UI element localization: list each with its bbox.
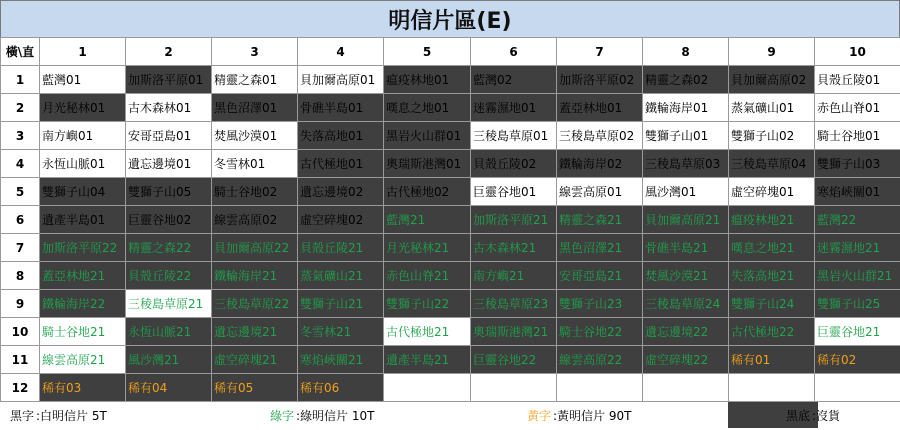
postcard-name: 骨礁半島01 — [300, 101, 364, 115]
postcard-name: 貝加爾高原02 — [731, 73, 807, 87]
postcard-name: 安哥亞島01 — [128, 129, 192, 143]
row-header: 12 — [1, 374, 40, 402]
postcard-cell — [298, 150, 384, 178]
postcard-name: 鐵輪海岸21 — [214, 269, 278, 283]
row-header: 1 — [1, 66, 40, 94]
postcard-cell — [212, 178, 298, 206]
postcard-name: 線雲高原22 — [559, 353, 623, 367]
postcard-cell — [212, 122, 298, 150]
table-row — [1, 178, 900, 206]
table-row — [1, 374, 900, 402]
postcard-cell — [126, 290, 212, 318]
postcard-name: 線雲高原02 — [214, 213, 278, 227]
postcard-cell — [815, 374, 900, 402]
postcard-name: 遺產半島21 — [386, 353, 450, 367]
postcard-name: 三稜島草原22 — [214, 297, 290, 311]
row-header: 7 — [1, 234, 40, 262]
postcard-name: 永恆山脈21 — [128, 325, 192, 339]
postcard-name: 古木森林01 — [128, 101, 192, 115]
table-row — [1, 66, 900, 94]
postcard-cell — [729, 178, 815, 206]
postcard-cell — [40, 318, 126, 346]
postcard-cell — [471, 178, 557, 206]
postcard-cell — [557, 94, 643, 122]
postcard-name: 鐵輪海岸01 — [645, 101, 709, 115]
postcard-cell — [212, 234, 298, 262]
column-header: 7 — [557, 38, 643, 66]
postcard-name: 貝殼丘陵02 — [473, 157, 537, 171]
postcard-name: 風沙灣21 — [128, 353, 180, 367]
table-row — [1, 150, 900, 178]
postcard-name: 遺產半島01 — [42, 213, 106, 227]
postcard-cell — [815, 178, 900, 206]
postcard-name: 遺忘邊境22 — [645, 325, 709, 339]
legend — [0, 400, 900, 430]
postcard-name: 遺忘邊境01 — [128, 157, 192, 171]
postcard-cell — [384, 150, 471, 178]
postcard-name: 焚風沙漠21 — [645, 269, 709, 283]
postcard-cell — [471, 262, 557, 290]
row-header: 4 — [1, 150, 40, 178]
postcard-cell — [298, 122, 384, 150]
postcard-name: 精靈之森21 — [559, 213, 623, 227]
postcard-name: 古代極地21 — [386, 325, 450, 339]
postcard-cell — [729, 234, 815, 262]
postcard-cell — [126, 94, 212, 122]
legend-yellow — [527, 400, 631, 430]
postcard-name: 遺忘邊境02 — [300, 185, 364, 199]
row-header: 3 — [1, 122, 40, 150]
postcard-name: 巨靈谷地22 — [473, 353, 537, 367]
postcard-cell — [298, 262, 384, 290]
row-header: 8 — [1, 262, 40, 290]
legend-dark — [786, 400, 840, 430]
postcard-name: 骨礁半島21 — [645, 241, 709, 255]
sheet-title: 明信片區(E) — [0, 0, 900, 38]
postcard-cell — [40, 374, 126, 402]
postcard-cell — [557, 318, 643, 346]
postcard-cell — [471, 234, 557, 262]
postcard-cell — [212, 150, 298, 178]
postcard-cell — [815, 318, 900, 346]
postcard-name: 古代極地22 — [731, 325, 795, 339]
postcard-name: 安哥亞島21 — [559, 269, 623, 283]
corner-header: 橫\直 — [1, 38, 40, 66]
postcard-name: 雙獅子山23 — [559, 297, 623, 311]
postcard-cell — [643, 290, 729, 318]
postcard-name: 奧瑞斯港灣21 — [473, 325, 549, 339]
postcard-cell — [643, 94, 729, 122]
postcard-name: 三稜島草原01 — [473, 129, 549, 143]
postcard-name: 藍灣01 — [42, 73, 82, 87]
postcard-cell — [126, 374, 212, 402]
table-row — [1, 94, 900, 122]
postcard-cell — [126, 150, 212, 178]
postcard-cell — [471, 66, 557, 94]
row-header: 6 — [1, 206, 40, 234]
postcard-name: 騎士谷地02 — [214, 185, 278, 199]
row-header: 5 — [1, 178, 40, 206]
postcard-cell — [212, 290, 298, 318]
postcard-cell — [471, 290, 557, 318]
postcard-name: 寒焰峽關01 — [817, 185, 881, 199]
postcard-name: 嘆息之地21 — [731, 241, 795, 255]
postcard-name: 雙獅子山01 — [645, 129, 709, 143]
postcard-name: 騎士谷地22 — [559, 325, 623, 339]
postcard-name: 永恆山脈01 — [42, 157, 106, 171]
postcard-cell — [471, 374, 557, 402]
postcard-name: 巨靈谷地02 — [128, 213, 192, 227]
header-row — [1, 38, 900, 66]
postcard-cell — [815, 122, 900, 150]
postcard-cell — [126, 318, 212, 346]
postcard-cell — [40, 206, 126, 234]
postcard-cell — [384, 94, 471, 122]
postcard-name: 焚風沙漠01 — [214, 129, 278, 143]
postcard-name: 加斯洛平原02 — [559, 73, 635, 87]
row-header: 10 — [1, 318, 40, 346]
postcard-name: 赤色山脊01 — [817, 101, 881, 115]
postcard-cell — [729, 150, 815, 178]
postcard-name: 迷霧濕地21 — [817, 241, 881, 255]
table-row — [1, 290, 900, 318]
postcard-cell — [40, 262, 126, 290]
postcard-name: 失落高地21 — [731, 269, 795, 283]
postcard-name: 貝加爾高原01 — [300, 73, 376, 87]
postcard-cell — [212, 374, 298, 402]
postcard-cell — [40, 178, 126, 206]
postcard-name: 藍灣02 — [473, 73, 513, 87]
column-header: 1 — [40, 38, 126, 66]
postcard-cell — [298, 318, 384, 346]
postcard-name: 雙獅子山22 — [386, 297, 450, 311]
table-row — [1, 346, 900, 374]
postcard-cell — [643, 178, 729, 206]
postcard-cell — [643, 150, 729, 178]
postcard-cell — [471, 206, 557, 234]
postcard-cell — [729, 318, 815, 346]
postcard-name: 精靈之森22 — [128, 241, 192, 255]
postcard-name: 雙獅子山21 — [300, 297, 364, 311]
postcard-cell — [298, 374, 384, 402]
postcard-cell — [298, 290, 384, 318]
postcard-cell — [40, 234, 126, 262]
legend-dark-desc: :沒貨 — [812, 408, 841, 423]
column-header: 10 — [815, 38, 900, 66]
legend-green — [270, 400, 374, 430]
postcard-cell — [298, 346, 384, 374]
postcard-cell — [557, 346, 643, 374]
table-row — [1, 206, 900, 234]
postcard-cell — [471, 150, 557, 178]
postcard-cell — [557, 234, 643, 262]
postcard-cell — [384, 178, 471, 206]
postcard-cell — [212, 318, 298, 346]
postcard-cell — [557, 206, 643, 234]
postcard-name: 雙獅子山05 — [128, 185, 192, 199]
postcard-cell — [384, 66, 471, 94]
postcard-name: 月光秘林21 — [386, 241, 450, 255]
postcard-cell — [126, 122, 212, 150]
postcard-name: 三稜島草原23 — [473, 297, 549, 311]
legend-yellow-desc: :黃明信片 90T — [553, 408, 632, 423]
postcard-cell — [40, 346, 126, 374]
postcard-cell — [126, 206, 212, 234]
postcard-name: 加斯洛平原22 — [42, 241, 118, 255]
column-header: 4 — [298, 38, 384, 66]
row-header: 2 — [1, 94, 40, 122]
postcard-cell — [384, 346, 471, 374]
postcard-cell — [298, 178, 384, 206]
column-header: 6 — [471, 38, 557, 66]
postcard-cell — [729, 290, 815, 318]
postcard-cell — [643, 122, 729, 150]
postcard-name: 稀有06 — [300, 381, 340, 395]
postcard-cell — [729, 374, 815, 402]
postcard-cell — [40, 122, 126, 150]
postcard-name: 蓋亞林地21 — [42, 269, 106, 283]
postcard-name: 貝殼丘陵21 — [300, 241, 364, 255]
postcard-name: 稀有01 — [731, 353, 771, 367]
table-body — [1, 66, 900, 402]
postcard-cell — [815, 150, 900, 178]
postcard-name: 冬雪林01 — [214, 157, 266, 171]
legend-dark-key: 黑底 — [786, 408, 811, 423]
postcard-name: 風沙灣01 — [645, 185, 697, 199]
postcard-name: 巨靈谷地01 — [473, 185, 537, 199]
postcard-cell — [815, 94, 900, 122]
legend-black-desc: :白明信片 5T — [36, 408, 107, 423]
postcard-cell — [298, 206, 384, 234]
postcard-name: 三稜島草原24 — [645, 297, 721, 311]
postcard-name: 貝加爾高原21 — [645, 213, 721, 227]
postcard-cell — [729, 94, 815, 122]
postcard-name: 蒸氣礦山21 — [300, 269, 364, 283]
postcard-cell — [815, 66, 900, 94]
legend-black — [10, 400, 107, 430]
postcard-name: 嘆息之地01 — [386, 101, 450, 115]
postcard-name: 月光秘林01 — [42, 101, 106, 115]
postcard-name: 鐵輪海岸02 — [559, 157, 623, 171]
postcard-cell — [212, 262, 298, 290]
postcard-name: 精靈之森01 — [214, 73, 278, 87]
postcard-cell — [126, 66, 212, 94]
column-header: 9 — [729, 38, 815, 66]
postcard-name: 三稜島草原02 — [559, 129, 635, 143]
postcard-cell — [557, 66, 643, 94]
postcard-name: 黑色沼澤01 — [214, 101, 278, 115]
postcard-name: 三稜島草原03 — [645, 157, 721, 171]
postcard-cell — [643, 346, 729, 374]
postcard-cell — [40, 66, 126, 94]
postcard-name: 虛空碎塊22 — [645, 353, 709, 367]
postcard-cell — [557, 122, 643, 150]
postcard-cell — [815, 234, 900, 262]
postcard-cell — [557, 178, 643, 206]
postcard-cell — [729, 346, 815, 374]
postcard-name: 稀有03 — [42, 381, 82, 395]
postcard-cell — [815, 290, 900, 318]
postcard-name: 雙獅子山03 — [817, 157, 881, 171]
postcard-name: 雙獅子山24 — [731, 297, 795, 311]
postcard-name: 雙獅子山02 — [731, 129, 795, 143]
postcard-name: 貝殼丘陵01 — [817, 73, 881, 87]
postcard-name: 南方嶼21 — [473, 269, 525, 283]
postcard-cell — [815, 262, 900, 290]
postcard-name: 蒸氣礦山01 — [731, 101, 795, 115]
postcard-name: 瘟疫林地21 — [731, 213, 795, 227]
postcard-name: 虛空碎塊21 — [214, 353, 278, 367]
postcard-cell — [298, 234, 384, 262]
postcard-name: 瘟疫林地01 — [386, 73, 450, 87]
postcard-name: 寒焰峽關21 — [300, 353, 364, 367]
postcard-cell — [557, 290, 643, 318]
legend-black-key: 黑字 — [10, 408, 35, 423]
row-header: 9 — [1, 290, 40, 318]
postcard-name: 加斯洛平原21 — [473, 213, 549, 227]
postcard-table — [0, 37, 900, 402]
postcard-cell — [40, 150, 126, 178]
postcard-name: 古木森林21 — [473, 241, 537, 255]
postcard-cell — [815, 346, 900, 374]
postcard-name: 線雲高原01 — [559, 185, 623, 199]
postcard-cell — [729, 262, 815, 290]
postcard-cell — [126, 234, 212, 262]
postcard-cell — [471, 346, 557, 374]
postcard-cell — [212, 206, 298, 234]
column-header: 5 — [384, 38, 471, 66]
postcard-cell — [126, 346, 212, 374]
postcard-cell — [384, 262, 471, 290]
postcard-name: 三稜島草原04 — [731, 157, 807, 171]
postcard-name: 稀有02 — [817, 353, 857, 367]
postcard-cell — [212, 94, 298, 122]
postcard-cell — [729, 206, 815, 234]
row-header: 11 — [1, 346, 40, 374]
postcard-name: 黑岩火山群01 — [386, 129, 462, 143]
postcard-cell — [384, 234, 471, 262]
postcard-cell — [729, 122, 815, 150]
table-row — [1, 262, 900, 290]
postcard-name: 虛空碎塊01 — [731, 185, 795, 199]
postcard-cell — [126, 262, 212, 290]
postcard-name: 赤色山脊21 — [386, 269, 450, 283]
postcard-name: 雙獅子山25 — [817, 297, 881, 311]
column-header: 3 — [212, 38, 298, 66]
postcard-cell — [815, 206, 900, 234]
postcard-name: 騎士谷地01 — [817, 129, 881, 143]
table-row — [1, 318, 900, 346]
postcard-name: 虛空碎塊02 — [300, 213, 364, 227]
postcard-cell — [384, 206, 471, 234]
postcard-cell — [384, 318, 471, 346]
postcard-name: 貝殼丘陵22 — [128, 269, 192, 283]
postcard-name: 古代極地01 — [300, 157, 364, 171]
postcard-cell — [557, 262, 643, 290]
postcard-cell — [471, 318, 557, 346]
postcard-cell — [471, 94, 557, 122]
postcard-cell — [557, 150, 643, 178]
postcard-name: 藍灣21 — [386, 213, 426, 227]
table-row — [1, 122, 900, 150]
postcard-cell — [643, 374, 729, 402]
postcard-cell — [471, 122, 557, 150]
postcard-cell — [557, 374, 643, 402]
postcard-cell — [643, 262, 729, 290]
postcard-name: 鐵輪海岸22 — [42, 297, 106, 311]
column-header: 2 — [126, 38, 212, 66]
postcard-cell — [126, 178, 212, 206]
postcard-name: 失落高地01 — [300, 129, 364, 143]
postcard-cell — [384, 290, 471, 318]
postcard-name: 加斯洛平原01 — [128, 73, 204, 87]
postcard-name: 稀有04 — [128, 381, 168, 395]
postcard-cell — [384, 374, 471, 402]
postcard-name: 迷霧濕地01 — [473, 101, 537, 115]
postcard-name: 巨靈谷地21 — [817, 325, 881, 339]
postcard-cell — [40, 290, 126, 318]
postcard-name: 線雲高原21 — [42, 353, 106, 367]
postcard-cell — [298, 66, 384, 94]
postcard-name: 冬雪林21 — [300, 325, 352, 339]
postcard-name: 藍灣22 — [817, 213, 857, 227]
postcard-cell — [643, 234, 729, 262]
postcard-name: 貝加爾高原22 — [214, 241, 290, 255]
column-header: 8 — [643, 38, 729, 66]
postcard-name: 雙獅子山04 — [42, 185, 106, 199]
postcard-cell — [643, 66, 729, 94]
postcard-name: 南方嶼01 — [42, 129, 94, 143]
postcard-name: 三稜島草原21 — [128, 297, 204, 311]
legend-green-desc: :綠明信片 10T — [296, 408, 375, 423]
postcard-name: 古代極地02 — [386, 185, 450, 199]
postcard-name: 奧瑞斯港灣01 — [386, 157, 462, 171]
postcard-cell — [40, 94, 126, 122]
legend-green-key: 綠字 — [270, 408, 295, 423]
postcard-cell — [212, 66, 298, 94]
postcard-cell — [212, 346, 298, 374]
postcard-name: 蓋亞林地01 — [559, 101, 623, 115]
postcard-name: 黑色沼澤21 — [559, 241, 623, 255]
postcard-cell — [298, 94, 384, 122]
postcard-cell — [643, 318, 729, 346]
legend-yellow-key: 黃字 — [527, 408, 552, 423]
postcard-cell — [643, 206, 729, 234]
table-row — [1, 234, 900, 262]
postcard-name: 騎士谷地21 — [42, 325, 106, 339]
postcard-name: 精靈之森02 — [645, 73, 709, 87]
postcard-name: 遺忘邊境21 — [214, 325, 278, 339]
postcard-cell — [729, 66, 815, 94]
postcard-name: 黑岩火山群21 — [817, 269, 893, 283]
postcard-cell — [384, 122, 471, 150]
postcard-name: 稀有05 — [214, 381, 254, 395]
